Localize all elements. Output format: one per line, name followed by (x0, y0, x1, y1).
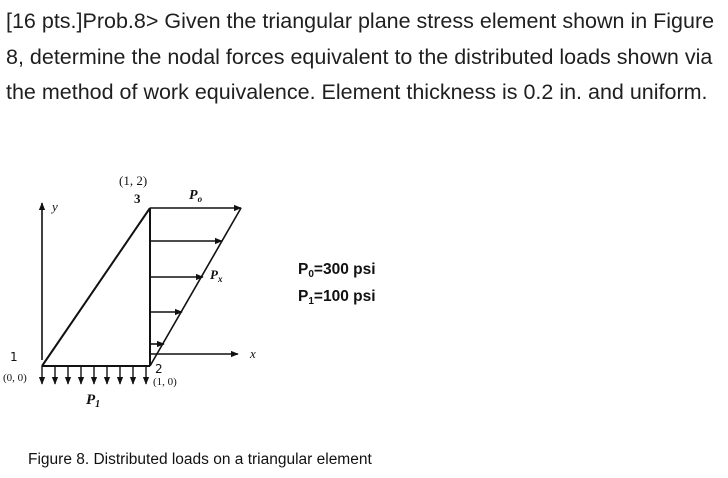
element-edge-1-3 (42, 208, 150, 366)
node2-coord: (1, 0) (153, 376, 177, 388)
px-label: $P_x$ (210, 267, 223, 284)
p0-label: $P_o$ (189, 188, 203, 204)
y-axis-label: y (52, 199, 58, 214)
node1-label: 1 (10, 350, 18, 364)
figure-caption: Figure 8. Distributed loads on a triangular element (28, 451, 372, 468)
p0-value-line: $P_0=300$ psi (298, 261, 376, 280)
load-envelope (150, 208, 241, 366)
p1-label: $P_1$ (86, 392, 101, 410)
node3-coord: (1, 2) (119, 173, 148, 188)
node2-label: 2 (155, 362, 163, 376)
node1-coord: (0, 0) (3, 372, 27, 384)
p1-value-line: $P_1=100$ psi (298, 288, 376, 307)
problem-statement: [16 pts.]Prob.8> Given the triangular plane stress element shown in Figure 8, determine the nodal forces equivalent to the distributed loads shown via the method of work equivalence. Element thickness is 0.2 in. and uniform. (6, 9, 715, 104)
x-axis-label: x (250, 346, 256, 361)
load-parameters (298, 259, 376, 313)
node3-label: 3 (134, 191, 141, 206)
